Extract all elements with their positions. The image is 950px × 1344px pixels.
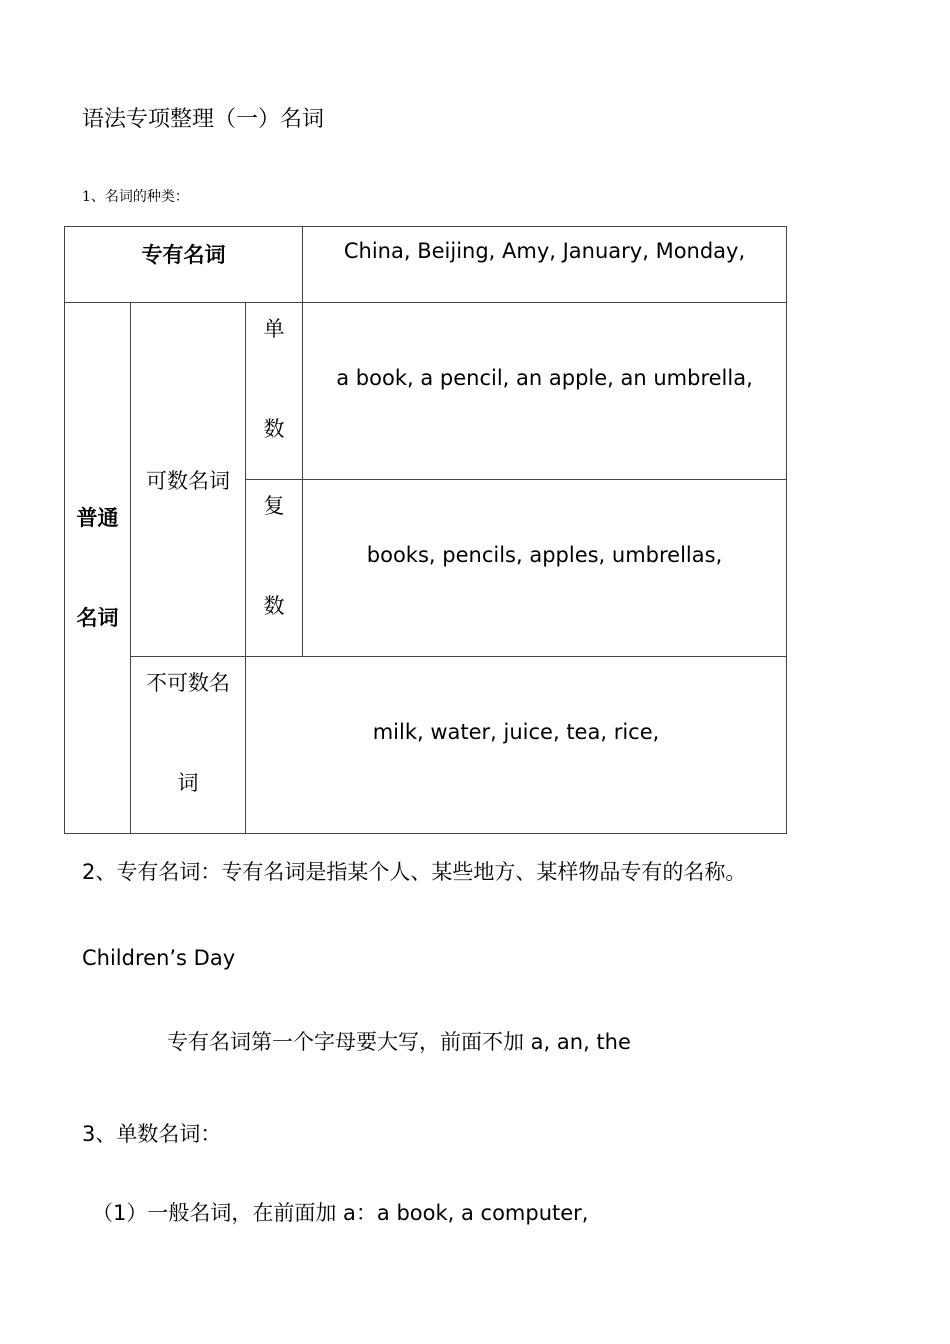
countable-noun-label: 可数名词 <box>131 303 246 657</box>
singular-char1: 单 <box>263 317 285 341</box>
plural-char1: 复 <box>263 494 285 518</box>
section-2-example: Children’s Day <box>82 946 236 970</box>
uncountable-label-line2: 词 <box>177 771 199 795</box>
plural-examples: books, pencils, apples, umbrellas, <box>303 480 787 657</box>
table-row-proper <box>65 227 787 303</box>
proper-noun-label: 专有名词 <box>65 227 303 303</box>
singular-char2: 数 <box>263 417 285 441</box>
page-title: 语法专项整理（一）名词 <box>82 107 325 132</box>
singular-examples: a book, a pencil, an apple, an umbrella, <box>303 303 787 480</box>
uncountable-noun-cell <box>131 657 246 834</box>
common-noun-cell <box>65 303 131 834</box>
common-noun-label-line1: 普通 <box>76 506 119 530</box>
uncountable-label-line1: 不可数名 <box>146 671 230 695</box>
section-1-heading: 1、名词的种类： <box>82 189 189 205</box>
common-noun-label-line2: 名词 <box>76 606 119 630</box>
noun-types-table <box>64 226 787 834</box>
table-row-singular <box>65 303 787 480</box>
singular-cell <box>246 303 303 480</box>
proper-noun-examples: China, Beijing, Amy, January, Monday, <box>303 227 787 303</box>
section-3-item-1: （1）一般名词，在前面加 a：a book, a computer, <box>92 1201 589 1225</box>
plural-char2: 数 <box>263 594 285 618</box>
uncountable-examples: milk, water, juice, tea, rice, <box>246 657 787 834</box>
table-row-uncountable <box>65 657 787 834</box>
section-2-heading: 2、专有名词：专有名词是指某个人、某些地方、某样物品专有的名称。 <box>82 860 747 884</box>
plural-cell <box>246 480 303 657</box>
section-3-heading: 3、单数名词： <box>82 1122 222 1146</box>
section-2-rule: 专有名词第一个字母要大写，前面不加 a, an, the <box>167 1030 631 1054</box>
